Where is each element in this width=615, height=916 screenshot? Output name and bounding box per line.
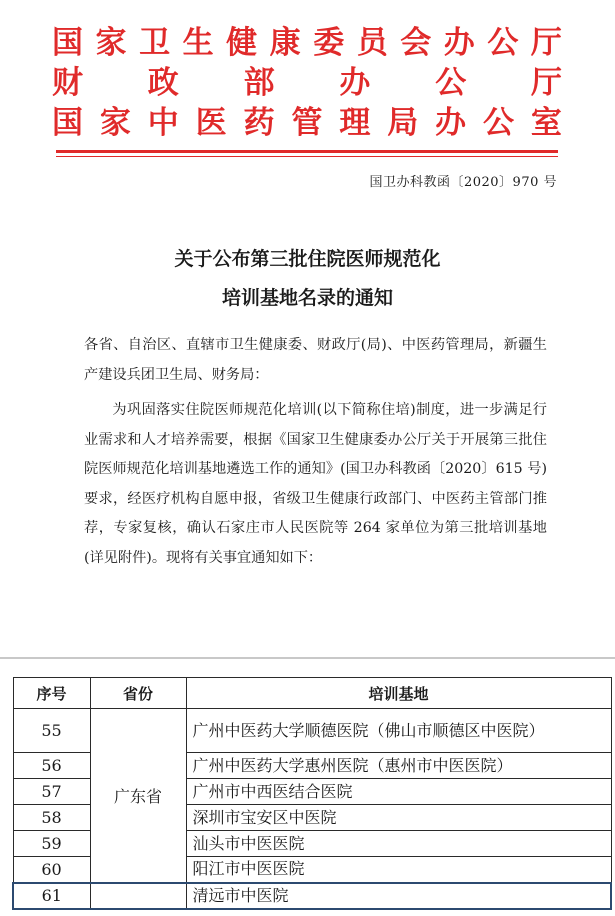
- issuer-char: 厅: [530, 65, 562, 101]
- issuer-char: 办: [435, 105, 467, 141]
- issuer-char: 国: [52, 105, 83, 141]
- body-text: 为巩固落实住院医师规范化培训(以下简称住培)制度，进一步满足行业需求和人才培养需要，根据《国家卫生健康委办公厅关于开展第三批住院医师规范化培训基地遴选工作的通知》(国卫办科教函〔2020〕615 号)要求，经医疗机构自愿申报，省级卫生健康行政部门、中医药主管部门推荐，专家复核，确认石家庄市人民医院等 264 家单位为第三批培训基地(详见附件)。现将有关事宜通知如下：: [84, 402, 547, 566]
- row-number: 58: [13, 805, 90, 831]
- page-divider: [0, 657, 615, 659]
- document-number: 国卫办科教函〔2020〕970 号: [369, 175, 557, 190]
- table-header-row: [13, 678, 611, 709]
- issuer-char: 员: [356, 25, 388, 61]
- table-row-highlighted: [13, 883, 611, 909]
- site-name: 清远市中医院: [186, 883, 611, 909]
- issuer-char: 会: [400, 25, 432, 61]
- row-number: 61: [13, 883, 90, 909]
- table-row: [13, 709, 611, 753]
- site-name: 广州市中西医结合医院: [186, 779, 611, 805]
- body-paragraph: [84, 396, 547, 573]
- issuer-char: 健: [226, 25, 258, 61]
- site-name: 广州中医药大学惠州医院（惠州市中医医院）: [186, 753, 611, 779]
- site-name: 汕头市中医医院: [186, 831, 611, 857]
- province-cell: 广东省: [90, 709, 186, 883]
- issuer-char: 家: [95, 25, 127, 61]
- issuer-char: 家: [99, 105, 131, 141]
- issuer-char: 委: [313, 25, 345, 61]
- issuer-char: 理: [339, 105, 371, 141]
- issuer-char: 办: [339, 65, 371, 101]
- issuer-char: 财: [52, 65, 83, 101]
- red-rule-thin: [56, 156, 558, 157]
- issuer-char: 局: [387, 105, 419, 141]
- issuer-line-3: [52, 104, 562, 142]
- site-name: 阳江市中医医院: [186, 857, 611, 883]
- header-serial-no: 序号: [13, 678, 90, 709]
- issuer-char: 生: [182, 25, 214, 61]
- issuer-char: 公: [435, 65, 467, 101]
- row-number: 60: [13, 857, 90, 883]
- issuer-char: 公: [487, 25, 519, 61]
- row-number: 57: [13, 779, 90, 805]
- issuer-char: 公: [483, 105, 515, 141]
- document-title-line-2: 培训基地名录的通知: [221, 287, 393, 309]
- recipients-text: 各省、自治区、直辖市卫生健康委、财政厅(局)、中医药管理局，新疆生产建设兵团卫生局、财务局：: [84, 337, 547, 383]
- issuer-char: 医: [195, 105, 227, 141]
- site-name: 深圳市宝安区中医院: [186, 805, 611, 831]
- issuer-line-1: [52, 24, 562, 62]
- issuer-char: 办: [443, 25, 475, 61]
- site-name: 广州中医药大学顺德医院（佛山市顺德区中医院）: [186, 709, 611, 753]
- row-number: 59: [13, 831, 90, 857]
- red-rule-thick: [56, 150, 558, 153]
- row-number: 55: [13, 709, 90, 753]
- issuer-char: 政: [147, 65, 179, 101]
- province-cell-empty: [90, 883, 186, 909]
- issuer-char: 卫: [139, 25, 171, 61]
- recipients-paragraph: [84, 331, 547, 390]
- issuer-char: 国: [52, 25, 83, 61]
- issuer-char: 康: [269, 25, 301, 61]
- training-sites-table: [12, 677, 612, 910]
- issuer-line-2: [52, 64, 562, 102]
- issuer-char: 厅: [530, 25, 562, 61]
- issuer-char: 中: [147, 105, 179, 141]
- header-province: 省份: [90, 678, 186, 709]
- row-number: 56: [13, 753, 90, 779]
- issuer-char: 室: [530, 105, 562, 141]
- document-title-line-1: 关于公布第三批住院医师规范化: [174, 248, 441, 270]
- issuer-char: 药: [243, 105, 275, 141]
- header-training-site: 培训基地: [186, 678, 611, 709]
- issuer-char: 部: [243, 65, 275, 101]
- issuer-char: 管: [291, 105, 323, 141]
